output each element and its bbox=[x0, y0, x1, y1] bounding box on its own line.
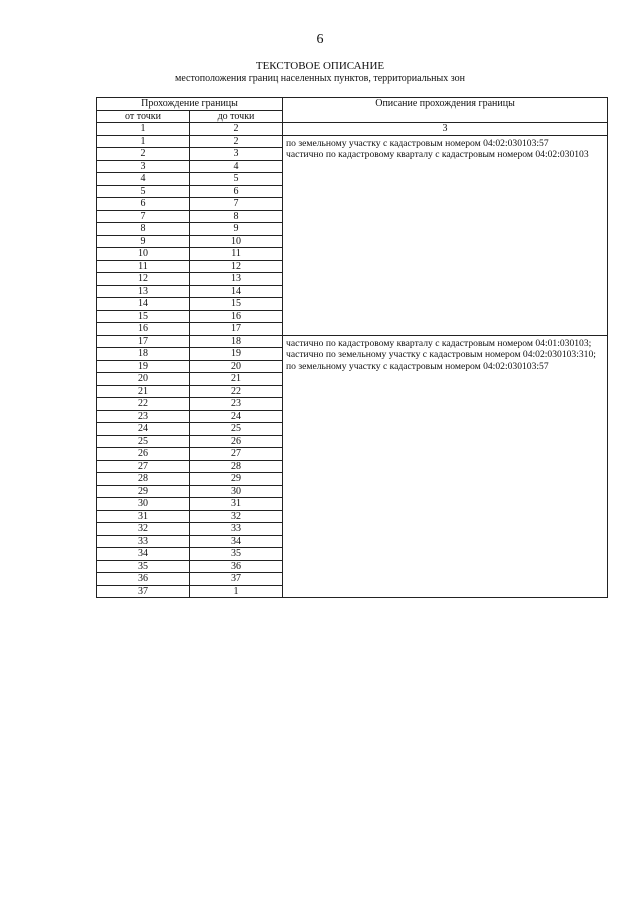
from-point-cell: 29 bbox=[97, 485, 190, 498]
from-point-cell: 14 bbox=[97, 298, 190, 311]
to-point-cell: 12 bbox=[190, 260, 283, 273]
column-number: 1 bbox=[97, 123, 190, 136]
to-point-cell: 11 bbox=[190, 248, 283, 261]
to-point-cell: 21 bbox=[190, 373, 283, 386]
from-point-cell: 10 bbox=[97, 248, 190, 261]
to-point-cell: 19 bbox=[190, 348, 283, 361]
boundary-description-cell: по земельному участку с кадастровым номером 04:02:030103:57 частично по кадастровому кварталу с кадастровым номером 04:02:030103 bbox=[283, 135, 608, 335]
to-point-cell: 37 bbox=[190, 573, 283, 586]
to-point-cell: 20 bbox=[190, 360, 283, 373]
from-point-cell: 23 bbox=[97, 410, 190, 423]
column-number: 2 bbox=[190, 123, 283, 136]
to-point-cell: 34 bbox=[190, 535, 283, 548]
from-point-cell: 12 bbox=[97, 273, 190, 286]
from-point-cell: 30 bbox=[97, 498, 190, 511]
boundary-description-cell: частично по кадастровому кварталу с кадастровым номером 04:01:030103; частично по земельному участку с кадастровым номером 04:02:030103:310; по земельному участку с кадастровым номером 04:02:030103:57 bbox=[283, 335, 608, 598]
to-point-cell: 7 bbox=[190, 198, 283, 211]
column-number: 3 bbox=[283, 123, 608, 136]
from-point-cell: 18 bbox=[97, 348, 190, 361]
to-point-cell: 2 bbox=[190, 135, 283, 148]
from-point-cell: 31 bbox=[97, 510, 190, 523]
from-point-cell: 22 bbox=[97, 398, 190, 411]
from-point-cell: 2 bbox=[97, 148, 190, 161]
page-number: 6 bbox=[316, 32, 324, 47]
header-from-point: от точки bbox=[97, 110, 190, 123]
from-point-cell: 11 bbox=[97, 260, 190, 273]
from-point-cell: 16 bbox=[97, 323, 190, 336]
header-description: Описание прохождения границы bbox=[283, 98, 608, 123]
from-point-cell: 21 bbox=[97, 385, 190, 398]
to-point-cell: 5 bbox=[190, 173, 283, 186]
from-point-cell: 36 bbox=[97, 573, 190, 586]
to-point-cell: 10 bbox=[190, 235, 283, 248]
header-boundary-passage: Прохождение границы bbox=[97, 98, 283, 111]
to-point-cell: 9 bbox=[190, 223, 283, 236]
from-point-cell: 26 bbox=[97, 448, 190, 461]
from-point-cell: 1 bbox=[97, 135, 190, 148]
from-point-cell: 5 bbox=[97, 185, 190, 198]
to-point-cell: 14 bbox=[190, 285, 283, 298]
to-point-cell: 1 bbox=[190, 585, 283, 598]
from-point-cell: 37 bbox=[97, 585, 190, 598]
from-point-cell: 8 bbox=[97, 223, 190, 236]
to-point-cell: 6 bbox=[190, 185, 283, 198]
from-point-cell: 32 bbox=[97, 523, 190, 536]
to-point-cell: 26 bbox=[190, 435, 283, 448]
from-point-cell: 33 bbox=[97, 535, 190, 548]
to-point-cell: 31 bbox=[190, 498, 283, 511]
to-point-cell: 25 bbox=[190, 423, 283, 436]
to-point-cell: 8 bbox=[190, 210, 283, 223]
from-point-cell: 17 bbox=[97, 335, 190, 348]
to-point-cell: 32 bbox=[190, 510, 283, 523]
to-point-cell: 23 bbox=[190, 398, 283, 411]
column-number-row bbox=[97, 123, 608, 136]
to-point-cell: 13 bbox=[190, 273, 283, 286]
document-title: ТЕКСТОВОЕ ОПИСАНИЕ bbox=[255, 60, 385, 72]
from-point-cell: 28 bbox=[97, 473, 190, 486]
table-row bbox=[97, 335, 608, 348]
to-point-cell: 24 bbox=[190, 410, 283, 423]
from-point-cell: 4 bbox=[97, 173, 190, 186]
header-row bbox=[97, 98, 608, 111]
from-point-cell: 19 bbox=[97, 360, 190, 373]
from-point-cell: 24 bbox=[97, 423, 190, 436]
from-point-cell: 27 bbox=[97, 460, 190, 473]
to-point-cell: 36 bbox=[190, 560, 283, 573]
from-point-cell: 3 bbox=[97, 160, 190, 173]
to-point-cell: 27 bbox=[190, 448, 283, 461]
to-point-cell: 18 bbox=[190, 335, 283, 348]
to-point-cell: 22 bbox=[190, 385, 283, 398]
to-point-cell: 29 bbox=[190, 473, 283, 486]
header-to-point: до точки bbox=[190, 110, 283, 123]
from-point-cell: 6 bbox=[97, 198, 190, 211]
to-point-cell: 30 bbox=[190, 485, 283, 498]
to-point-cell: 35 bbox=[190, 548, 283, 561]
from-point-cell: 25 bbox=[97, 435, 190, 448]
to-point-cell: 3 bbox=[190, 148, 283, 161]
from-point-cell: 20 bbox=[97, 373, 190, 386]
from-point-cell: 35 bbox=[97, 560, 190, 573]
from-point-cell: 34 bbox=[97, 548, 190, 561]
table-row bbox=[97, 135, 608, 148]
from-point-cell: 13 bbox=[97, 285, 190, 298]
boundary-table bbox=[96, 97, 608, 598]
from-point-cell: 7 bbox=[97, 210, 190, 223]
document-subtitle: местоположения границ населенных пунктов, территориальных зон bbox=[175, 73, 465, 84]
to-point-cell: 17 bbox=[190, 323, 283, 336]
to-point-cell: 28 bbox=[190, 460, 283, 473]
to-point-cell: 16 bbox=[190, 310, 283, 323]
to-point-cell: 15 bbox=[190, 298, 283, 311]
from-point-cell: 9 bbox=[97, 235, 190, 248]
to-point-cell: 33 bbox=[190, 523, 283, 536]
from-point-cell: 15 bbox=[97, 310, 190, 323]
to-point-cell: 4 bbox=[190, 160, 283, 173]
